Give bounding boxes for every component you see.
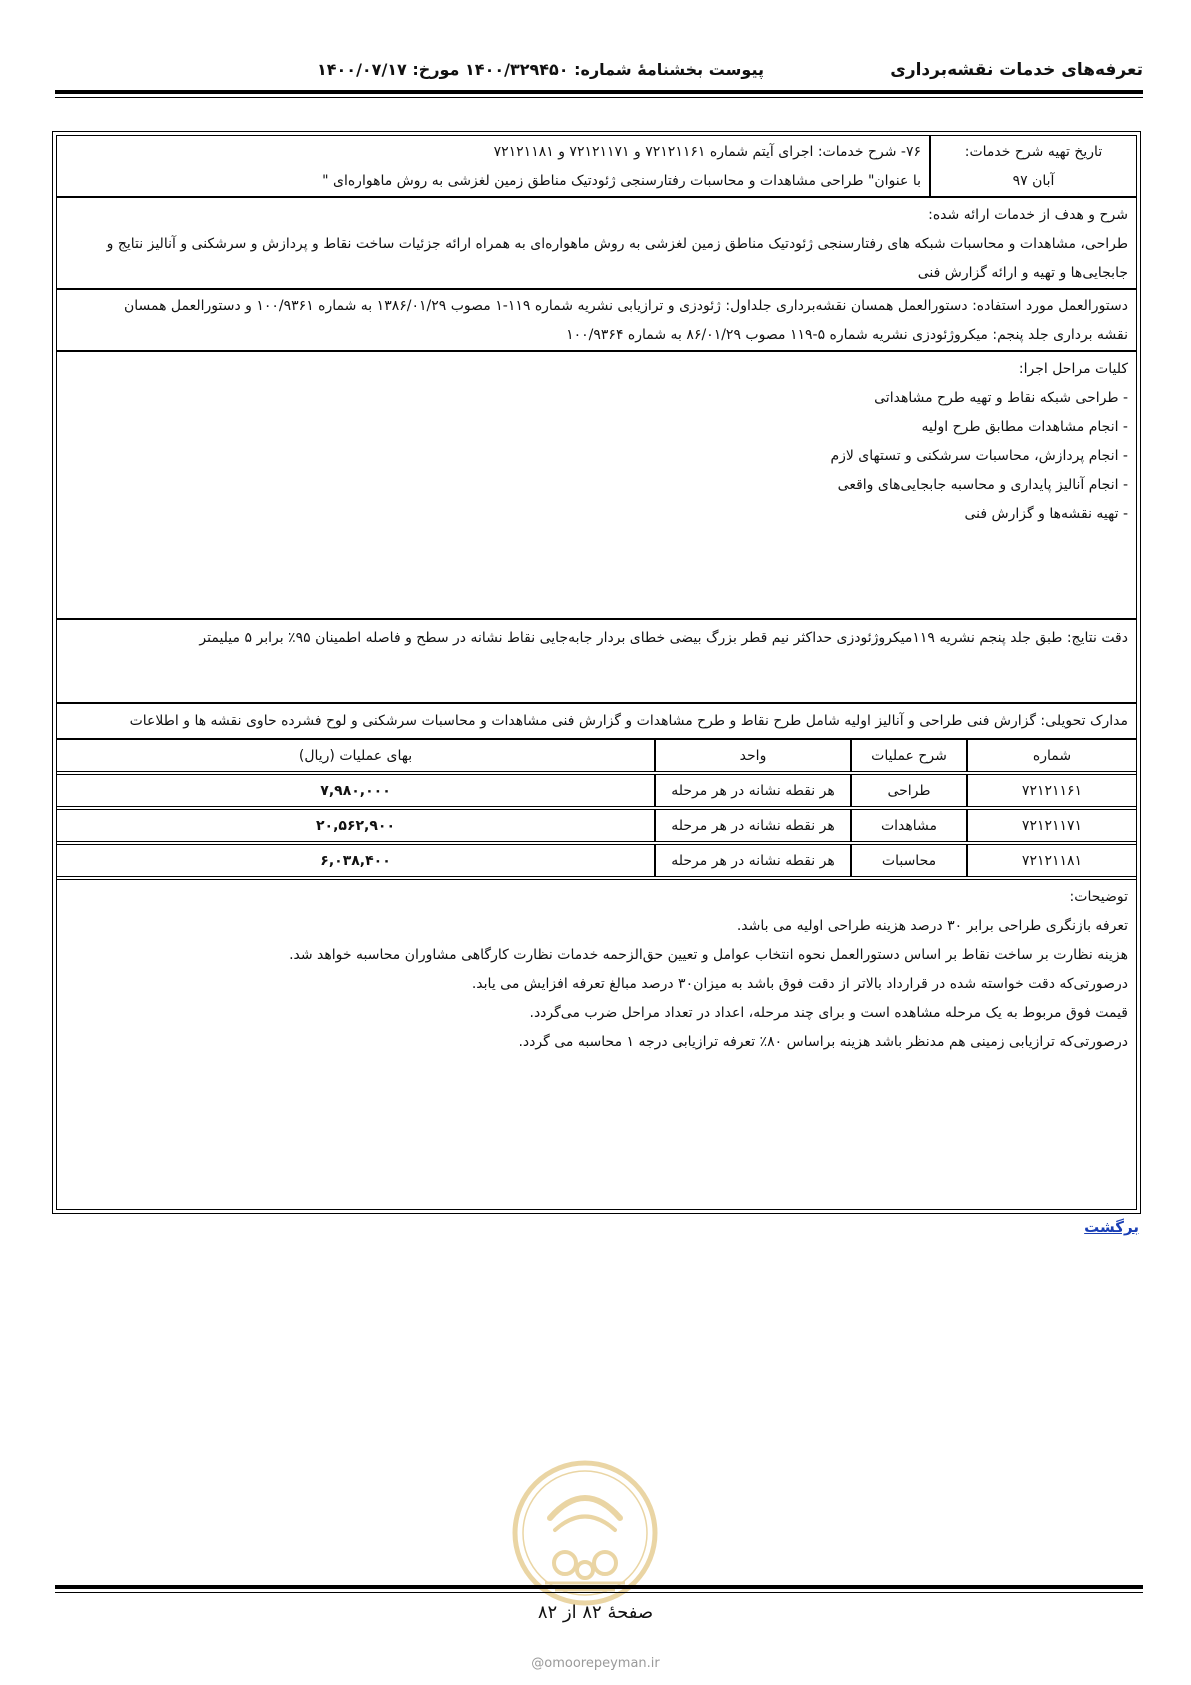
note-item: درصورتی‌که ترازیابی زمینی هم مدنظر باشد هزینه براساس ۸۰٪ تعرفه ترازیابی درجه ۱ محاسبه می گردد. [518, 1034, 1128, 1050]
service-title-line: با عنوان" طراحی مشاهدات و محاسبات رفتارسنجی ژئودتیک مناطق زمین لغزشی به روش ماهواره‌ای " [322, 173, 921, 189]
purpose-section [56, 197, 1137, 289]
row-operation: طراحی [851, 774, 967, 807]
document-title: تعرفه‌های خدمات نقشه‌برداری [890, 60, 1143, 80]
footer-rule-thin [55, 1592, 1143, 1593]
note-item: تعرفه بازنگری طراحی برابر ۳۰ درصد هزینه طراحی اولیه می باشد. [736, 918, 1128, 934]
price-table-header [56, 739, 1137, 772]
table-row [56, 844, 1137, 877]
step-item: - انجام آنالیز پایداری و محاسبه جابجایی‌های واقعی [837, 477, 1128, 493]
header-rule-thick [55, 90, 1143, 94]
purpose-text-line: طراحی، مشاهدات و محاسبات شبکه های رفتارسنجی ژئودتیک مناطق زمین لغزشی به روش ماهواره‌ای به همراه ارائه جزئیات ساخت نقاط و پردازش و سرشکنی و آنالیز نتایج و [106, 236, 1128, 252]
note-item: درصورتی‌که دقت خواسته شده در قرارداد بالاتر از دقت فوق باشد به میزان۳۰ درصد مبالغ تعرفه افزایش می یابد. [471, 976, 1128, 992]
column-header-operation: شرح عملیات [851, 739, 967, 772]
note-item: قیمت فوق مربوط به یک مرحله مشاهده است و برای چند مرحله، اعداد در تعداد مراحل ضرب می‌گردد. [529, 1005, 1128, 1021]
table-row [56, 774, 1137, 807]
notes-section [56, 879, 1137, 1210]
notes-heading: توضیحات: [1069, 889, 1128, 905]
page-header [55, 60, 1143, 86]
header-rule-thin [55, 97, 1143, 98]
standard-text-line: دستورالعمل مورد استفاده: دستورالعمل همسان نقشه‌برداری جلداول: ژئودزی و ترازیابی نشریه شماره ۱۱۹-۱ مصوب ۱۳۸۶/۰۱/۲۹ به شماره ۱۰۰/۹۳۶۱ و دستورالعمل همسان [123, 298, 1128, 314]
column-header-unit: واحد [655, 739, 851, 772]
standard-section [56, 289, 1137, 351]
row-unit: هر نقطه نشانه در هر مرحله [655, 774, 851, 807]
row-code: ۷۲۱۲۱۱۶۱ [967, 774, 1137, 807]
row-operation: مشاهدات [851, 809, 967, 842]
purpose-heading: شرح و هدف از خدمات ارائه شده: [928, 207, 1128, 223]
row-unit: هر نقطه نشانه در هر مرحله [655, 844, 851, 877]
circular-reference: پیوست بخشنامهٔ شماره: ۱۴۰۰/۳۲۹۴۵۰ مورخ: ۱۴۰۰/۰۷/۱۷ [317, 60, 764, 79]
column-header-price: بهای عملیات (ریال) [56, 739, 655, 772]
back-link[interactable]: برگشت [1084, 1218, 1139, 1236]
service-date-cell [930, 135, 1137, 197]
site-watermark-text: @omoorepeyman.ir [531, 1656, 660, 1671]
row-price: ۶,۰۳۸,۴۰۰ [56, 844, 655, 877]
service-item-line: ۷۶- شرح خدمات: اجرای آیتم شماره ۷۲۱۲۱۱۶۱ و ۷۲۱۲۱۱۷۱ و ۷۲۱۲۱۱۸۱ [493, 144, 921, 160]
step-item: - انجام پردازش، محاسبات سرشکنی و تستهای لازم [830, 448, 1128, 464]
table-row [56, 809, 1137, 842]
row-code: ۷۲۱۲۱۱۸۱ [967, 844, 1137, 877]
deliverables-section [56, 703, 1137, 739]
note-item: هزینه نظارت بر ساخت نقاط بر اساس دستورالعمل نحوه انتخاب عوامل و تعیین حق‌الزحمه خدمات نظارت کارگاهی مشاوران محاسبه خواهد شد. [289, 947, 1128, 963]
standard-text-line: نقشه برداری جلد پنجم: میکروژئودزی نشریه شماره ۵-۱۱۹ مصوب ۸۶/۰۱/۲۹ به شماره ۱۰۰/۹۳۶۴ [566, 327, 1128, 343]
footer-rule-thick [55, 1585, 1143, 1589]
service-date-label: تاریخ تهیه شرح خدمات: [964, 144, 1103, 160]
service-description-cell [56, 135, 930, 197]
purpose-text-line: جابجایی‌ها و تهیه و ارائه گزارش فنی [917, 265, 1128, 281]
row-operation: محاسبات [851, 844, 967, 877]
steps-heading: کلیات مراحل اجرا: [1018, 361, 1128, 377]
row-unit: هر نقطه نشانه در هر مرحله [655, 809, 851, 842]
deliverables-text: مدارک تحویلی: گزارش فنی طراحی و آنالیز اولیه شامل طرح نقاط و طرح مشاهدات و گزارش فنی مشاهدات و محاسبات سرشکنی و لوح فشرده حاوی نقشه ها و اطلاعات [129, 713, 1128, 729]
row-code: ۷۲۱۲۱۱۷۱ [967, 809, 1137, 842]
row-price: ۷,۹۸۰,۰۰۰ [56, 774, 655, 807]
row-price: ۲۰,۵۶۲,۹۰۰ [56, 809, 655, 842]
step-item: - انجام مشاهدات مطابق طرح اولیه [921, 419, 1128, 435]
step-item: - طراحی شبکه نقاط و تهیه طرح مشاهداتی [874, 390, 1128, 406]
accuracy-text: دقت نتایج: طبق جلد پنجم نشریه ۱۱۹میکروژئودزی حداکثر نیم قطر بزرگ بیضی خطای بردار جابه‌جایی نقاط نشانه در سطح و فاصله اطمینان ۹۵٪ برابر ۵ میلیمتر [199, 630, 1128, 646]
service-date-value: آبان ۹۷ [1012, 173, 1055, 189]
page-number: صفحهٔ ۸۲ از ۸۲ [537, 1602, 654, 1623]
column-header-code: شماره [967, 739, 1137, 772]
accuracy-section [56, 619, 1137, 703]
steps-section [56, 351, 1137, 619]
step-item: - تهیه نقشه‌ها و گزارش فنی [964, 506, 1128, 522]
